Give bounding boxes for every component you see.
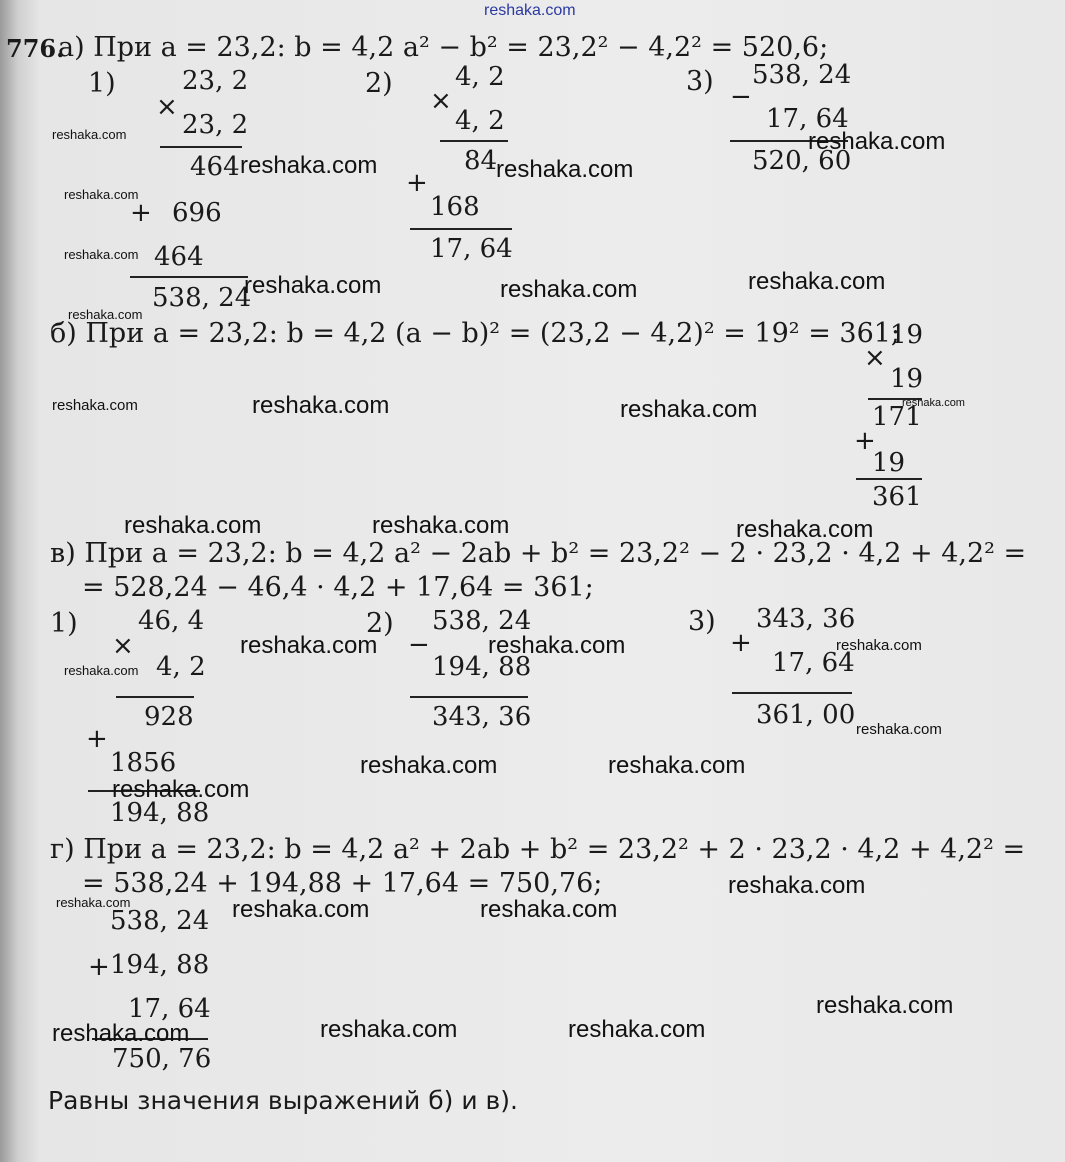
watermark: reshaka.com: [728, 872, 866, 899]
watermark: reshaka.com: [240, 152, 378, 179]
label-v3: 3): [688, 606, 716, 637]
v1-partial1: 928: [144, 702, 194, 732]
rule: [410, 228, 512, 230]
a3-minuend: 538, 24: [752, 60, 852, 90]
watermark: reshaka.com: [232, 896, 370, 923]
g-addend1: 538, 24: [110, 906, 210, 936]
watermark: reshaka.com: [836, 637, 922, 654]
plus-sign: +: [730, 628, 752, 658]
minus-sign: −: [408, 630, 430, 660]
a1-partial1: 464: [190, 152, 240, 182]
watermark: reshaka.com: [856, 721, 942, 738]
rule: [856, 478, 922, 480]
conclusion: Равны значения выражений б) и в).: [48, 1086, 518, 1115]
rule: [116, 696, 194, 698]
a2-factor1: 4, 2: [455, 62, 505, 92]
watermark: reshaka.com: [736, 516, 874, 543]
a1-partial3: 464: [154, 242, 204, 272]
watermark: reshaka.com: [808, 128, 946, 155]
v1-factor1: 46, 4: [138, 606, 205, 636]
label-v2: 2): [366, 608, 394, 639]
watermark: reshaka.com: [52, 127, 127, 142]
a2-partial1: 84: [464, 146, 498, 176]
v2-subtrahend: 194, 88: [432, 652, 532, 682]
b-factor2: 19: [890, 364, 924, 394]
v3-result: 361, 00: [756, 700, 856, 730]
watermark: reshaka.com: [56, 895, 131, 910]
watermark: reshaka.com: [902, 397, 965, 409]
g-result: 750, 76: [112, 1044, 212, 1074]
watermark: reshaka.com: [244, 272, 382, 299]
b-factor1: 19: [890, 320, 924, 350]
watermark: reshaka.com: [748, 268, 886, 295]
times-sign: ×: [864, 343, 886, 373]
watermark: reshaka.com: [52, 397, 138, 414]
plus-sign: +: [406, 168, 428, 198]
b-partial2: 19: [872, 448, 906, 478]
v3-addend1: 343, 36: [756, 604, 856, 634]
watermark: reshaka.com: [112, 776, 250, 803]
plus-sign: +: [130, 198, 152, 228]
rule: [410, 696, 528, 698]
a3-result: 520, 60: [752, 146, 852, 176]
watermark: reshaka.com: [816, 992, 954, 1019]
watermark: reshaka.com: [372, 512, 510, 539]
watermark: reshaka.com: [64, 247, 139, 262]
line-v2: = 528,24 − 46,4 · 4,2 + 17,64 = 361;: [82, 572, 594, 603]
a2-partial2: 168: [430, 192, 480, 222]
v2-result: 343, 36: [432, 702, 532, 732]
watermark: reshaka.com: [64, 663, 139, 678]
watermark: reshaka.com: [240, 632, 378, 659]
v1-result: 194, 88: [110, 798, 210, 828]
header-watermark: reshaka.com: [484, 2, 576, 19]
watermark: reshaka.com: [124, 512, 262, 539]
plus-sign: +: [854, 426, 876, 456]
times-sign: ×: [156, 92, 178, 122]
plus-sign: +: [86, 724, 108, 754]
label-a1: 1): [88, 68, 116, 99]
rule: [732, 692, 852, 694]
a1-factor1: 23, 2: [182, 66, 249, 96]
v1-factor2: 4, 2: [156, 652, 206, 682]
watermark: reshaka.com: [568, 1016, 706, 1043]
line-v1: в) При a = 23,2: b = 4,2 a² − 2ab + b² = 23,2² − 2 · 23,2 · 4,2 + 4,2² =: [50, 538, 1027, 569]
g-addend2: 194, 88: [110, 950, 210, 980]
line-g2: = 538,24 + 194,88 + 17,64 = 750,76;: [82, 868, 603, 899]
label-a3: 3): [686, 66, 714, 97]
line-g1: г) При a = 23,2: b = 4,2 a² + 2ab + b² = 23,2² + 2 · 23,2 · 4,2 + 4,2² =: [50, 834, 1026, 865]
plus-sign: +: [88, 952, 110, 982]
a2-factor2: 4, 2: [455, 106, 505, 136]
v1-partial2: 1856: [110, 748, 177, 778]
line-a: а) При a = 23,2: b = 4,2 a² − b² = 23,2² − 4,2² = 520,6;: [58, 32, 829, 63]
watermark: reshaka.com: [360, 752, 498, 779]
watermark: reshaka.com: [68, 307, 143, 322]
rule: [440, 140, 508, 142]
watermark: reshaka.com: [320, 1016, 458, 1043]
a2-result: 17, 64: [430, 234, 513, 264]
b-partial1: 171: [872, 402, 922, 432]
minus-sign: −: [730, 82, 752, 112]
rule: [130, 276, 248, 278]
times-sign: ×: [430, 86, 452, 116]
a1-partial2: 696: [172, 198, 222, 228]
a1-factor2: 23, 2: [182, 110, 249, 140]
watermark: reshaka.com: [252, 392, 390, 419]
watermark: reshaka.com: [500, 276, 638, 303]
a3-subtrahend: 17, 64: [766, 104, 849, 134]
v3-addend2: 17, 64: [772, 648, 855, 678]
line-b: б) При a = 23,2: b = 4,2 (a − b)² = (23,2 − 4,2)² = 19² = 361;: [50, 318, 901, 349]
watermark: reshaka.com: [608, 752, 746, 779]
times-sign: ×: [112, 631, 134, 661]
b-result: 361: [872, 482, 922, 512]
watermark: reshaka.com: [64, 187, 139, 202]
watermark: reshaka.com: [52, 1020, 190, 1047]
rule: [160, 146, 242, 148]
watermark: reshaka.com: [488, 632, 626, 659]
label-a2: 2): [365, 68, 393, 99]
watermark: reshaka.com: [480, 896, 618, 923]
problem-number: 776.: [6, 34, 65, 63]
g-addend3: 17, 64: [128, 994, 211, 1024]
watermark: reshaka.com: [496, 156, 634, 183]
a1-result: 538, 24: [152, 283, 252, 313]
watermark: reshaka.com: [620, 396, 758, 423]
v2-minuend: 538, 24: [432, 606, 532, 636]
label-v1: 1): [50, 608, 78, 639]
